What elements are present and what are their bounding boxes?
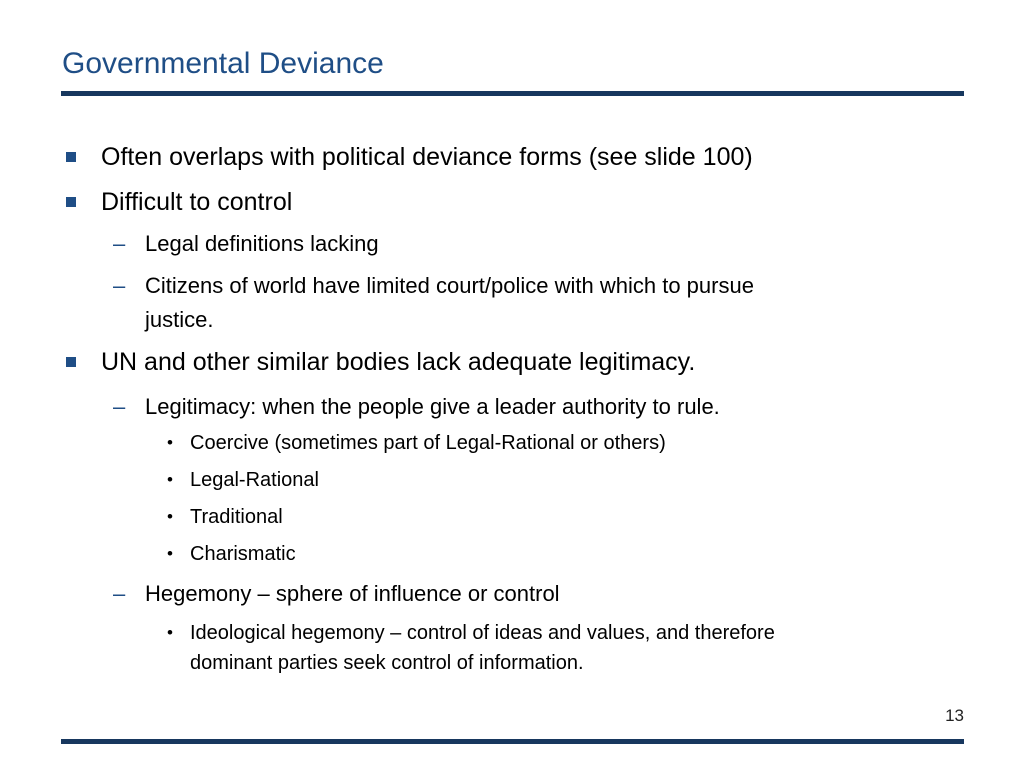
bullet-text: Traditional xyxy=(190,506,283,528)
dash-bullet-icon: – xyxy=(113,273,126,298)
dot-bullet-icon: • xyxy=(167,544,173,563)
bullet-text xyxy=(145,269,754,337)
bullet-text-line: Citizens of world have limited court/police with which to pursue xyxy=(145,273,754,298)
dash-bullet-icon: – xyxy=(113,394,126,419)
dot-bullet-icon: • xyxy=(167,470,173,489)
bullet-level3-item xyxy=(167,502,283,532)
bullet-text: Legal-Rational xyxy=(190,469,319,491)
bullet-level3-item xyxy=(167,539,296,569)
bullet-level1-item xyxy=(66,187,292,217)
bullet-text: Charismatic xyxy=(190,543,296,565)
bullet-level3-item xyxy=(167,428,666,458)
dot-bullet-icon: • xyxy=(167,623,173,642)
bullet-text-line: dominant parties seek control of information. xyxy=(190,652,584,674)
bullet-level1-item xyxy=(66,142,753,172)
bullet-level2-item xyxy=(113,269,754,337)
dot-bullet-icon: • xyxy=(167,507,173,526)
dash-bullet-icon: – xyxy=(113,231,126,256)
bullet-text xyxy=(190,618,775,678)
bullet-text: Legal definitions lacking xyxy=(145,231,379,256)
bullet-text-line: justice. xyxy=(145,307,214,332)
bullet-level2-item xyxy=(113,390,720,424)
bullet-text: Often overlaps with political deviance forms (see slide 100) xyxy=(101,143,753,171)
dot-bullet-icon: • xyxy=(167,433,173,452)
bullet-text: UN and other similar bodies lack adequate legitimacy. xyxy=(101,348,696,376)
slide-title: Governmental Deviance xyxy=(62,47,384,80)
page-number: 13 xyxy=(945,706,964,725)
square-bullet-icon xyxy=(66,197,76,207)
bullet-level2-item xyxy=(113,577,560,611)
square-bullet-icon xyxy=(66,357,76,367)
bullet-level3-item xyxy=(167,618,775,678)
bullet-level2-item xyxy=(113,227,379,261)
bullet-level1-item xyxy=(66,347,695,377)
bullet-text: Hegemony – sphere of influence or control xyxy=(145,581,560,606)
dash-bullet-icon: – xyxy=(113,581,126,606)
footer-divider xyxy=(61,739,964,744)
bullet-text: Coercive (sometimes part of Legal-Rational or others) xyxy=(190,432,666,454)
square-bullet-icon xyxy=(66,152,76,162)
bullet-text: Legitimacy: when the people give a leader authority to rule. xyxy=(145,394,720,419)
title-divider xyxy=(61,91,964,96)
bullet-text: Difficult to control xyxy=(101,188,293,216)
bullet-text-line: Ideological hegemony – control of ideas and values, and therefore xyxy=(190,622,775,644)
bullet-level3-item xyxy=(167,465,319,495)
